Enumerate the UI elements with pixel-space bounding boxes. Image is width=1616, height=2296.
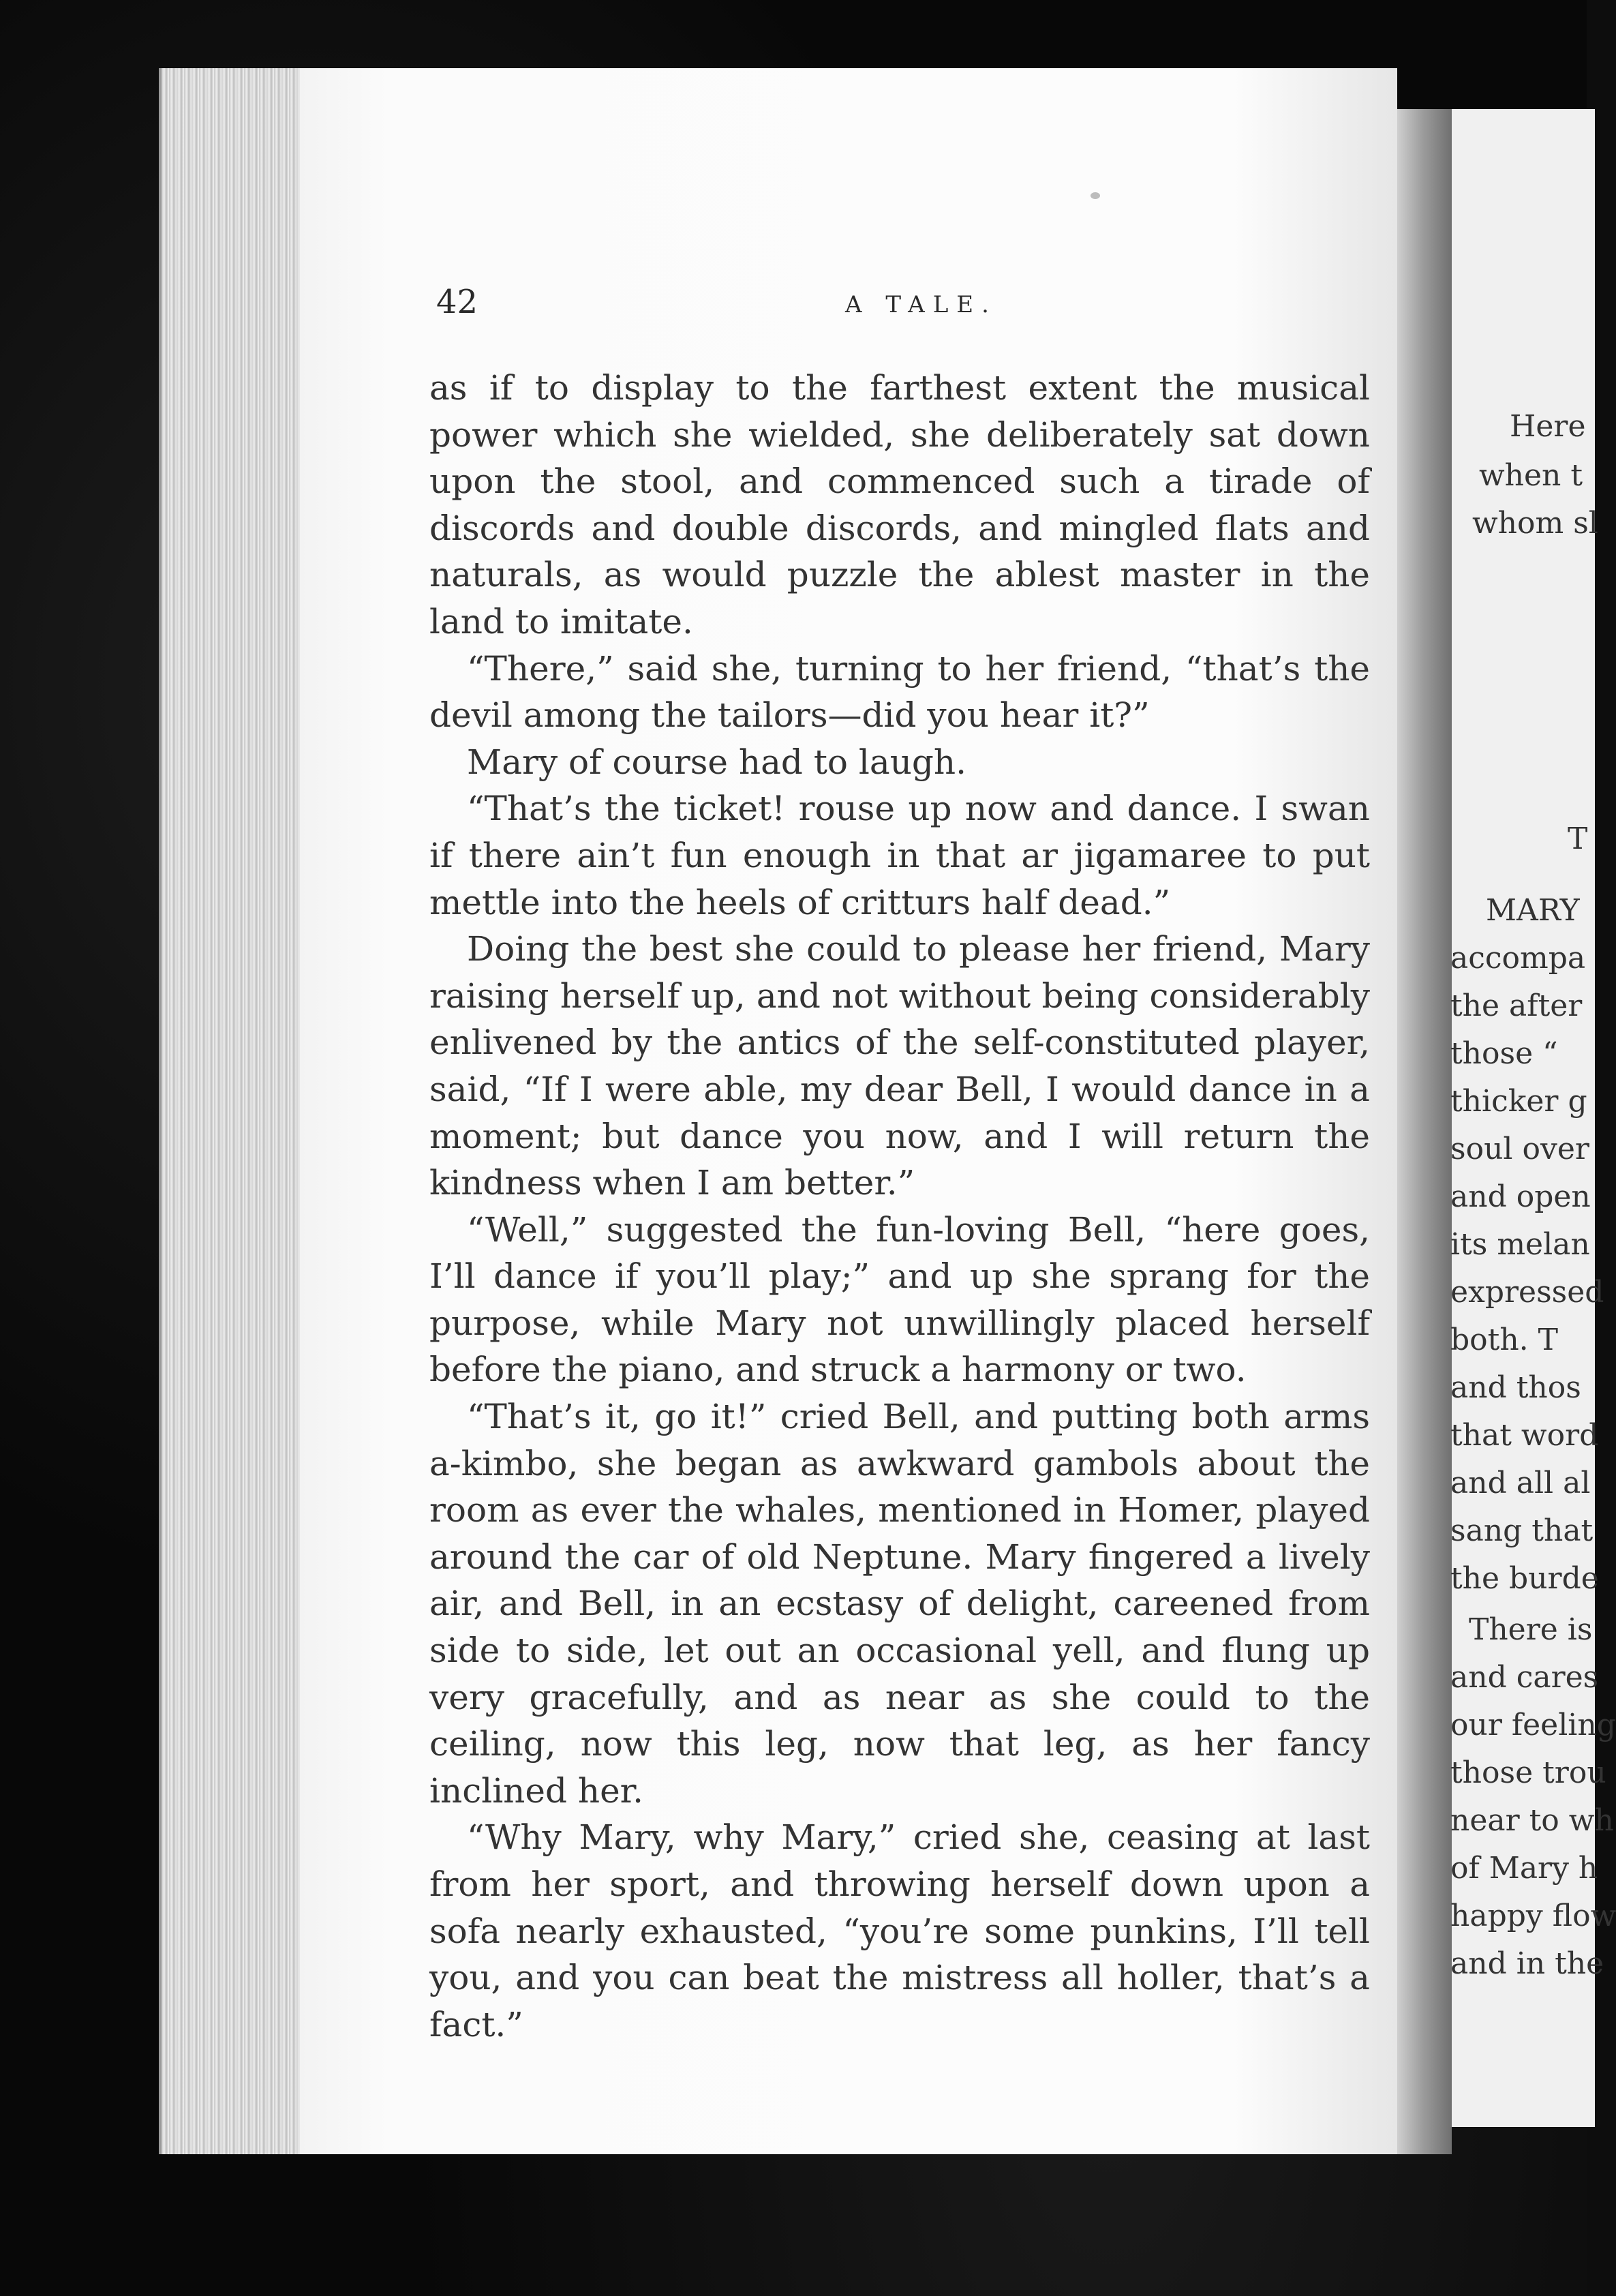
adjacent-fragment: the after	[1450, 988, 1583, 1023]
adjacent-fragment: thicker g	[1450, 1084, 1587, 1119]
adjacent-fragment: soul over	[1450, 1132, 1589, 1166]
adjacent-fragment: T	[1568, 821, 1588, 856]
adjacent-fragment: and thos	[1450, 1370, 1581, 1405]
paragraph: “Well,” suggested the fun-loving Bell, “here goes, I’ll dance if you’ll play;” and up she sprang for the purpose, while Mary not unwillingly placed herself before the piano, and struck a harmony or two.	[429, 1209, 1370, 1390]
book-gutter	[1397, 109, 1452, 2154]
paragraph: as if to display to the farthest extent the musical power which she wielded, she deliberately sat down upon the stool, and commenced such a tirade of discords and double discords, and mingled flats and naturals, as would puzzle the ablest master in the land to imitate.	[429, 368, 1370, 641]
adjacent-fragment: and all al	[1450, 1466, 1591, 1500]
adjacent-fragment: both. T	[1450, 1323, 1558, 1357]
running-title: A TALE.	[845, 291, 997, 318]
paragraph: “That’s it, go it!” cried Bell, and putting both arms a-kimbo, she began as awkward gambols about the room as ever the whales, mentioned in Homer, played around the car of old Neptune. Mary fingered a lively air, and Bell, in an ecstasy of delight, careened from side to side, let out an occasional yell, and flung up very gracefully, and as near as she could to the ceiling, now this leg, now that leg, as her fancy inclined her.	[429, 1397, 1370, 1811]
adjacent-fragment: near to wh	[1450, 1803, 1614, 1838]
adjacent-fragment: whom sl	[1472, 506, 1598, 541]
adjacent-fragment: and in the	[1450, 1946, 1604, 1981]
adjacent-fragment: of Mary h	[1450, 1851, 1598, 1886]
book-page-edges	[159, 68, 305, 2154]
adjacent-fragment: its melan	[1450, 1227, 1590, 1262]
adjacent-fragment: our feeling	[1450, 1708, 1616, 1742]
adjacent-fragment: those “	[1450, 1036, 1558, 1071]
paragraph: “Why Mary, why Mary,” cried she, ceasing at last from her sport, and throwing herself down upon a sofa nearly exhausted, “you’re some punkins, I’ll tell you, and you can beat the mistress all holler, that’s a fact.”	[429, 1817, 1370, 2044]
paragraph: “There,” said she, turning to her friend, “that’s the devil among the tailors—did you hear it?”	[429, 648, 1370, 736]
paragraph: Doing the best she could to please her friend, Mary raising herself up, and not without being considerably enlivened by the antics of the self-constituted player, said, “If I were able, my dear Bell, I would dance in a moment; but dance you now, and I will return the kindness when I am better.”	[429, 929, 1370, 1203]
adjacent-fragment: and open	[1450, 1179, 1591, 1214]
adjacent-fragment: expressed	[1450, 1275, 1604, 1310]
adjacent-fragment: accompa	[1450, 941, 1586, 976]
page-header	[436, 283, 1370, 337]
paragraph: “That’s the ticket! rouse up now and dance. I swan if there ain’t fun enough in that ar jigamaree to put mettle into the heels of critturs half dead.”	[429, 789, 1370, 922]
adjacent-fragment: There is	[1469, 1612, 1593, 1647]
adjacent-fragment: when t	[1479, 458, 1583, 493]
adjacent-fragment: MARY	[1486, 893, 1580, 928]
page-body-text	[429, 365, 1370, 2048]
page-number: 42	[436, 283, 478, 321]
adjacent-fragment: sang that	[1450, 1513, 1594, 1548]
adjacent-fragment: Here	[1510, 409, 1586, 444]
adjacent-fragment: and cares	[1450, 1660, 1599, 1695]
paper-speck	[1091, 192, 1100, 199]
adjacent-fragment: happy flow	[1450, 1899, 1616, 1933]
adjacent-fragment: those trou	[1450, 1755, 1606, 1790]
paragraph: Mary of course had to laugh.	[467, 742, 967, 782]
adjacent-fragment: the burde	[1450, 1561, 1599, 1596]
adjacent-fragment: that word	[1450, 1418, 1599, 1453]
